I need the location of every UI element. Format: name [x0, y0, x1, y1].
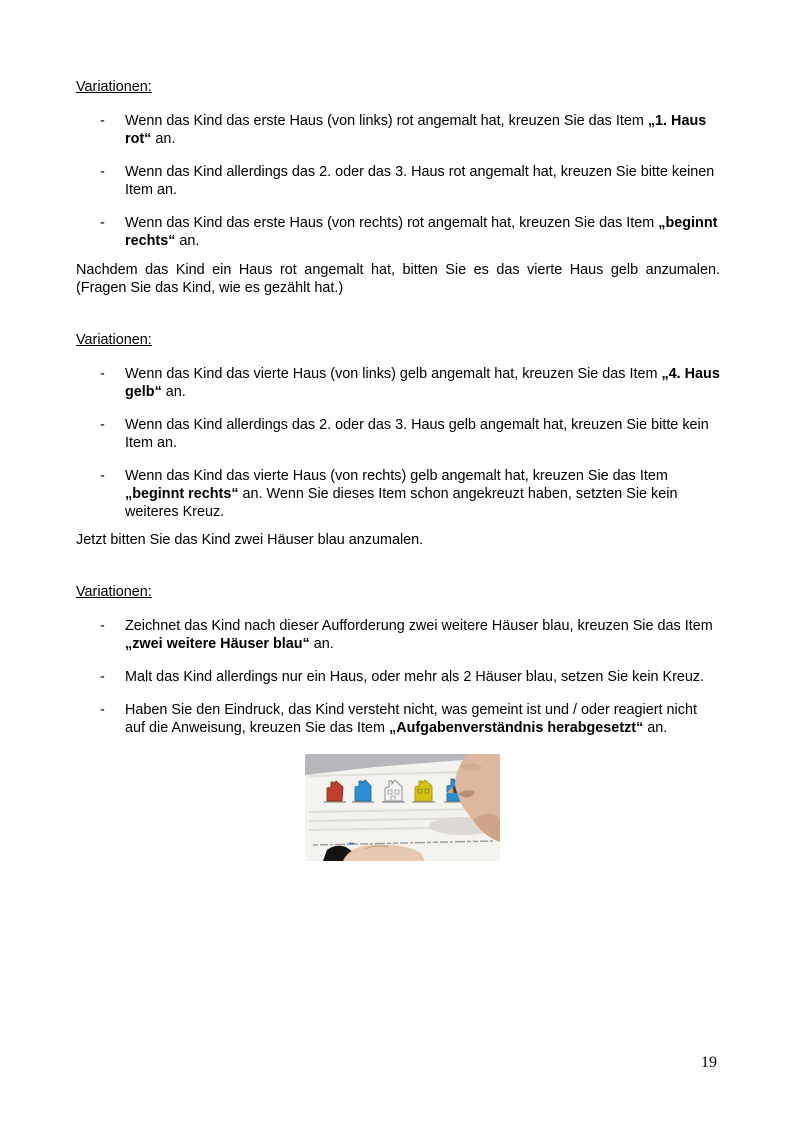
bullet-dash: -	[100, 113, 105, 129]
paragraph: Nachdem das Kind ein Haus rot angemalt hat, bitten Sie es das vierte Haus gelb anzumalen. (Fragen Sie das Kind, wie es gezählt hat.)	[76, 262, 720, 296]
bullet-text: Wenn das Kind das vierte Haus (von rechts) gelb angemalt hat, kreuzen Sie das Item „beginnt rechts“ an. Wenn Sie dieses Item schon angekreuzt haben, setzten Sie kein weiteres Kreuz.	[125, 468, 678, 520]
bullet-text: Wenn das Kind allerdings das 2. oder das 3. Haus rot angemalt hat, kreuzen Sie bitte keinen Item an.	[125, 164, 715, 198]
bullet-list	[76, 617, 720, 737]
bullet-dash: -	[100, 669, 105, 685]
bullet-text: Zeichnet das Kind nach dieser Aufforderung zwei weitere Häuser blau, kreuzen Sie das Item „zwei weitere Häuser blau“ an.	[125, 618, 713, 652]
bullet-text: Wenn das Kind das erste Haus (von links) rot angemalt hat, kreuzen Sie das Item „1. Haus rot“ an.	[125, 113, 707, 147]
bullet-item	[76, 365, 720, 401]
bullet-dash: -	[100, 366, 105, 382]
bullet-item	[76, 617, 720, 653]
section-heading: Variationen:	[76, 584, 152, 600]
bullet-text: Wenn das Kind allerdings das 2. oder das 3. Haus gelb angemalt hat, kreuzen Sie bitte kein Item an.	[125, 417, 709, 451]
bullet-dash: -	[100, 702, 105, 718]
photo-child-colouring-houses	[305, 754, 500, 861]
bullet-dash: -	[100, 417, 105, 433]
bullet-item	[76, 467, 720, 521]
bullet-list	[76, 112, 720, 250]
section-heading: Variationen:	[76, 79, 152, 95]
bullet-item	[76, 701, 720, 737]
section-heading: Variationen:	[76, 332, 152, 348]
bullet-item	[76, 668, 720, 686]
bullet-item	[76, 112, 720, 148]
photo-illustration	[305, 754, 500, 861]
bullet-list	[76, 365, 720, 521]
bullet-text: Wenn das Kind das erste Haus (von rechts) rot angemalt hat, kreuzen Sie das Item „beginnt rechts“ an.	[125, 215, 718, 249]
bullet-dash: -	[100, 618, 105, 634]
bullet-text: Haben Sie den Eindruck, das Kind versteht nicht, was gemeint ist und / oder reagiert nicht auf die Anweisung, kreuzen Sie das Item „Aufgabenverständnis herabgesetzt“ an.	[125, 702, 697, 736]
bullet-item	[76, 214, 720, 250]
bullet-text: Malt das Kind allerdings nur ein Haus, oder mehr als 2 Häuser blau, setzen Sie kein Kreuz.	[125, 669, 705, 685]
bullet-dash: -	[100, 215, 105, 231]
page-number: 19	[701, 1054, 717, 1071]
bullet-item	[76, 416, 720, 452]
bullet-text: Wenn das Kind das vierte Haus (von links) gelb angemalt hat, kreuzen Sie das Item „4. Haus gelb“ an.	[125, 366, 720, 400]
paragraph: Jetzt bitten Sie das Kind zwei Häuser blau anzumalen.	[76, 532, 424, 548]
bullet-dash: -	[100, 468, 105, 484]
bullet-dash: -	[100, 164, 105, 180]
bullet-item	[76, 163, 720, 199]
